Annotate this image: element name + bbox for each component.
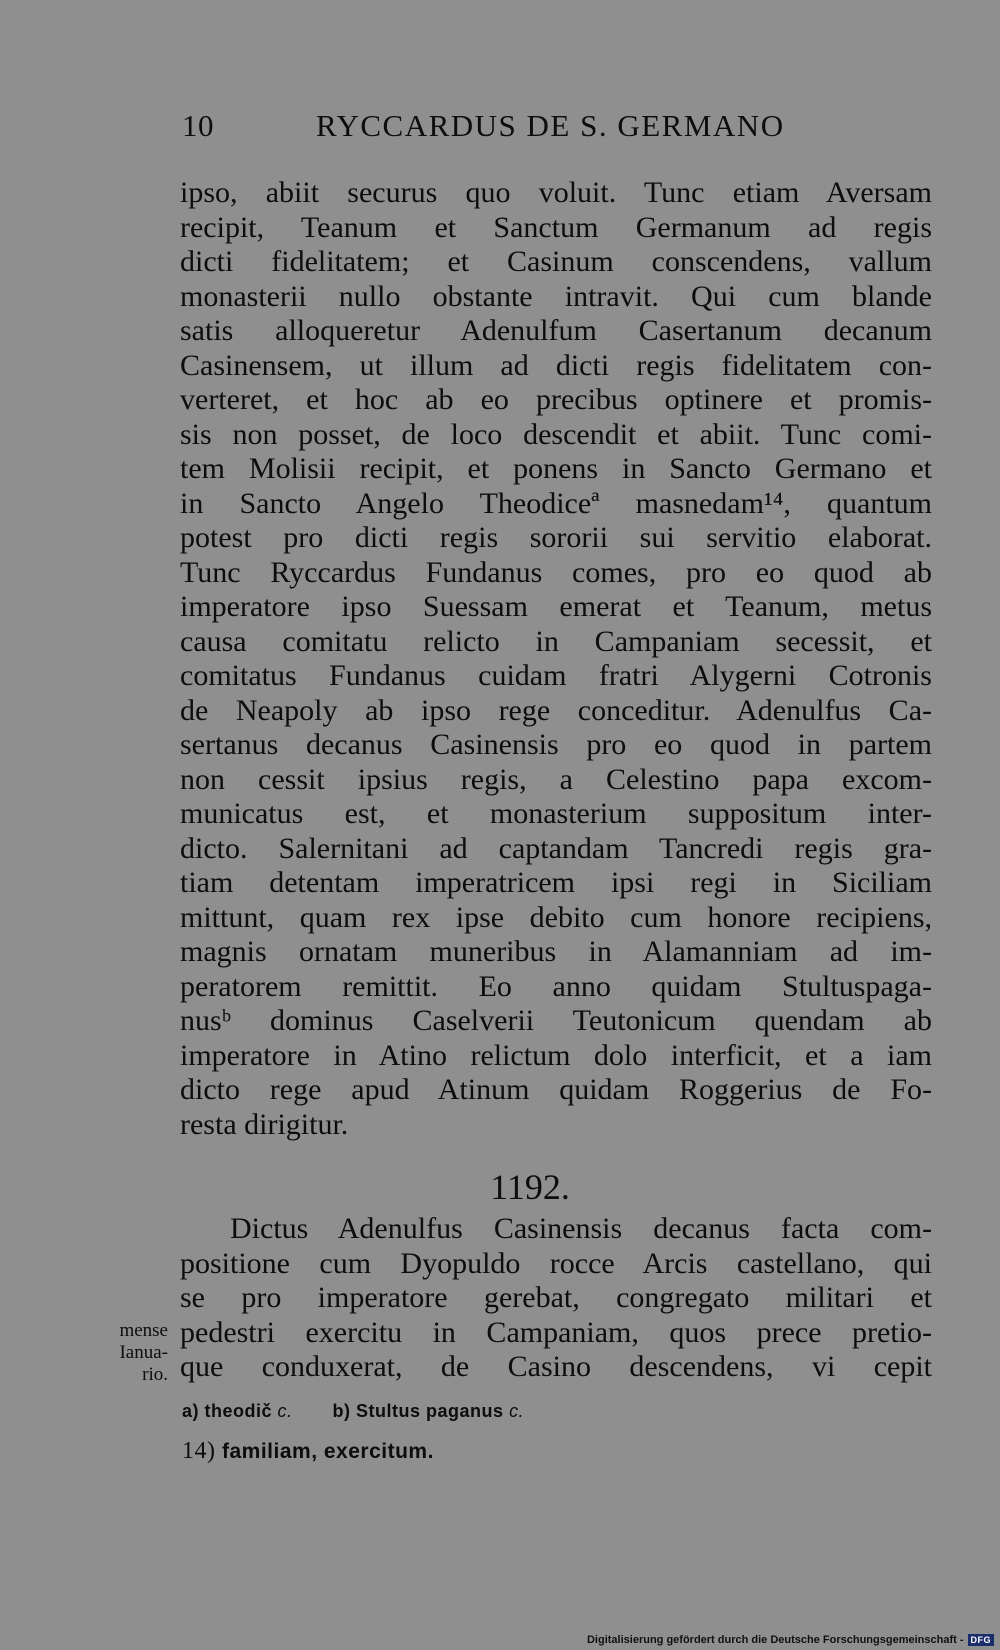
text-line: non cessit ipsius regis, a Celestino papa excom-: [180, 762, 932, 796]
text-line: pedestri exercitu in Campaniam, quos prece pretio-: [180, 1315, 932, 1349]
page-number: 10: [182, 108, 214, 143]
footnote-14-number: 14): [182, 1438, 216, 1464]
text-line: magnis ornatam muneribus in Alamanniam ad im-: [180, 935, 932, 968]
footnote-a-label: a) theodič: [182, 1401, 273, 1421]
text-line: recipit, Teanum et Sanctum Germanum ad regis: [180, 210, 932, 244]
text-line: tem Molisii recipit, et ponens in Sancto Germano et: [180, 452, 932, 485]
text-line: Dictus Adenulfus Casinensis decanus facta com-: [230, 1212, 932, 1245]
text-line: sertanus decanus Casinensis pro eo quod in partem: [180, 728, 932, 761]
page-header: [182, 108, 792, 152]
margin-note-line: mense: [119, 1320, 168, 1341]
text-block-1: [180, 176, 932, 1142]
text-line: Tunc Ryccardus Fundanus comes, pro eo quod ab: [180, 555, 932, 589]
text-line: imperatore ipso Suessam emerat et Teanum, metus: [180, 590, 932, 623]
footnote-14: [182, 1434, 524, 1469]
text-line: positione cum Dyopuldo rocce Arcis castellano, qui: [180, 1246, 932, 1280]
text-line: verteret, et hoc ab eo precibus optinere et promis-: [180, 383, 932, 416]
text-line: in Sancto Angelo Theodiceª masnedam¹⁴, quantum: [180, 486, 932, 520]
margin-note: [108, 1320, 168, 1386]
text-line: sis non posset, de loco descendit et abiit. Tunc comi-: [180, 417, 932, 451]
footnote-b-source: c.: [509, 1401, 525, 1421]
text-line: de Neapoly ab ipso rege conceditur. Adenulfus Ca-: [180, 693, 932, 727]
text-line: mittunt, quam rex ipse debito cum honore recipiens,: [180, 900, 932, 934]
text-line: dicto rege apud Atinum quidam Roggerius de Fo-: [180, 1073, 932, 1106]
footnote-b: [333, 1396, 525, 1426]
text-line: dicto. Salernitani ad captandam Tancredi regis gra-: [180, 831, 932, 865]
text-line: que conduxerat, de Casino descendens, vi cepit: [180, 1350, 932, 1383]
text-line: municatus est, et monasterium suppositum inter-: [180, 797, 932, 830]
text-line: potest pro dicti regis sororii sui servitio elaborat.: [180, 521, 932, 554]
text-line: monasterii nullo obstante intravit. Qui cum blande: [180, 279, 932, 313]
footnote-14-text: familiam, exercitum.: [222, 1440, 434, 1463]
text-line: se pro imperatore gerebat, congregato militari et: [180, 1281, 932, 1314]
dfg-logo: DFG: [968, 1634, 995, 1646]
text-line: ipso, abiit securus quo voluit. Tunc etiam Aversam: [180, 176, 932, 209]
text-line: comitatus Fundanus cuidam fratri Alygerni Cotronis: [180, 659, 932, 692]
text-line: tiam detentam imperatricem ipsi regi in Siciliam: [180, 866, 932, 899]
footnote-a-source: c.: [277, 1401, 293, 1421]
text-line: Casinensem, ut illum ad dicti regis fidelitatem con-: [180, 348, 932, 382]
footnote-row-ab: [182, 1396, 524, 1426]
margin-note-line: Ianua-: [119, 1342, 168, 1363]
year-heading: 1192.: [490, 1167, 570, 1207]
text-line: imperatore in Atino relictum dolo interficit, et a iam: [180, 1038, 932, 1072]
running-title: RYCCARDUS DE S. GERMANO: [316, 108, 785, 143]
credit-text: Digitalisierung gefördert durch die Deutsche Forschungsgemeinschaft -: [586, 1634, 964, 1646]
footnote-b-label: b) Stultus paganus: [332, 1401, 504, 1421]
text-line: causa comitatu relicto in Campaniam secessit, et: [180, 624, 932, 658]
text-line: peratorem remittit. Eo anno quidam Stultuspaga-: [180, 969, 932, 1003]
text-line: nusᵇ dominus Caselverii Teutonicum quendam ab: [180, 1004, 932, 1037]
text-line: resta dirigitur.: [180, 1107, 349, 1141]
footnote-a: [182, 1396, 293, 1426]
margin-note-line: rio.: [142, 1364, 168, 1385]
text-line: satis alloqueretur Adenulfum Casertanum decanum: [180, 314, 932, 347]
footnotes: [182, 1396, 524, 1469]
digitization-credit: [587, 1634, 994, 1646]
text-line: dicti fidelitatem; et Casinum conscendens, vallum: [180, 245, 932, 278]
text-block-2: [180, 1212, 932, 1385]
